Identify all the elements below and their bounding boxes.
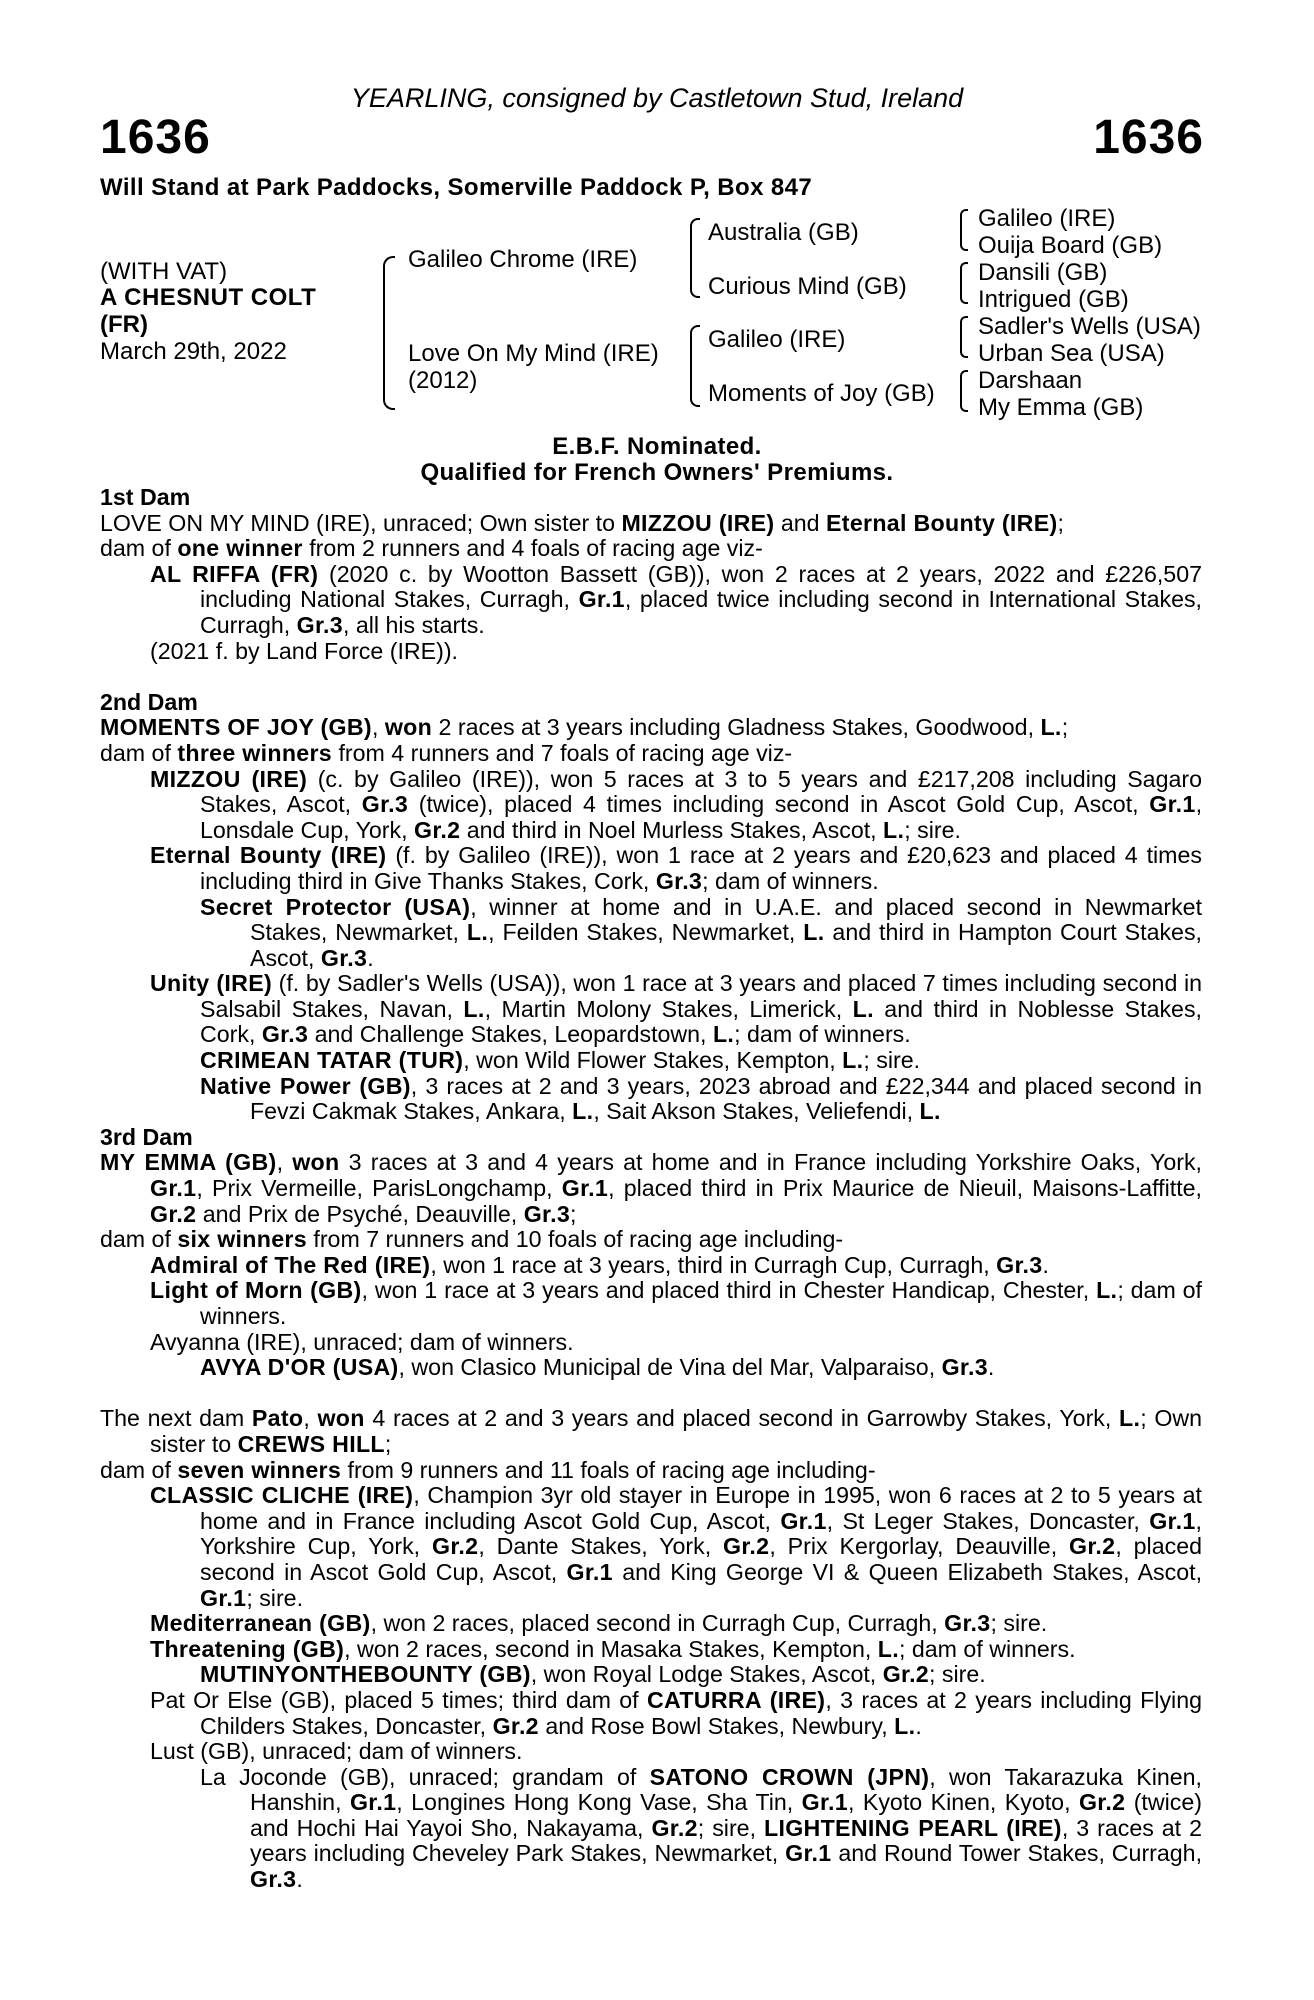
bold-run: L. xyxy=(466,919,489,946)
premiums-note: Qualified for French Owners' Premiums. xyxy=(420,459,894,486)
next-dam-produce-4 xyxy=(100,1688,1202,1739)
text-run: (2020 c. by Wootton Bassett (GB)), won 2 races at 2 years, 2022 and £226,507 including National Stakes, Curragh, xyxy=(200,560,1202,613)
text-run: The next dam xyxy=(100,1405,252,1432)
first-dam-para xyxy=(100,511,1202,537)
pedigree-ggp-3: Dansili (GB) xyxy=(978,259,1108,286)
bold-run: Gr.2 xyxy=(723,1533,770,1560)
text-run: ; dam of winners. xyxy=(734,1021,911,1048)
bold-run: MIZZOU (IRE) xyxy=(621,509,775,536)
vat-label: (WITH VAT) xyxy=(100,258,228,285)
bold-run: Mediterranean (GB) xyxy=(150,1610,371,1637)
bold-run: won xyxy=(384,714,433,741)
bold-run: L. xyxy=(803,919,825,946)
bold-run: Gr.2 xyxy=(414,816,461,843)
horse-description: A CHESNUT COLT xyxy=(100,284,317,311)
bold-run: Gr.1 xyxy=(780,1507,827,1534)
pedigree-brace-ggp2 xyxy=(960,262,968,304)
text-run: , winner at home and in U.A.E. and placed second in Newmarket Stakes, Newmarket, xyxy=(250,893,1203,946)
bold-run: MOMENTS OF JOY (GB) xyxy=(100,714,372,741)
pedigree-ggp-6: Urban Sea (USA) xyxy=(978,340,1165,367)
bold-run: Gr.3 xyxy=(250,1866,297,1893)
next-dam-produce-summary xyxy=(100,1458,1202,1484)
text-run: 4 races at 2 and 3 years and placed second in Garrowby Stakes, York, xyxy=(364,1405,1119,1432)
pedigree-ggp-8: My Emma (GB) xyxy=(978,394,1144,421)
bold-run: Gr.3 xyxy=(361,791,409,818)
bold-run: MUTINYONTHEBOUNTY (GB) xyxy=(200,1661,531,1688)
text-run: . xyxy=(915,1712,922,1739)
first-dam-heading: 1st Dam xyxy=(100,484,191,510)
bold-run: Gr.2 xyxy=(1078,1789,1126,1816)
bold-run: L. xyxy=(1040,714,1062,741)
ebf-note: E.B.F. Nominated. xyxy=(552,433,762,460)
text-run: (f. by Galileo (IRE)), won 1 race at 2 years and £20,623 and placed 4 times including third in Give Thanks Stakes, Cork, xyxy=(200,842,1202,894)
text-run: ; xyxy=(1057,509,1064,536)
text-run: from 9 runners and 11 foals of racing age including- xyxy=(341,1456,876,1483)
text-run: dam of xyxy=(100,1226,178,1253)
bold-run: won xyxy=(317,1405,365,1432)
pedigree-sire-dam: Curious Mind (GB) xyxy=(708,273,907,300)
text-run: , Feilden Stakes, Newmarket, xyxy=(488,919,804,946)
third-dam-heading: 3rd Dam xyxy=(100,1123,193,1150)
text-run: ; sire. xyxy=(929,1661,986,1688)
text-run: , placed third in Prix Maurice de Nieuil, Maisons-Laffitte, xyxy=(608,1175,1202,1202)
bold-run: Gr.2 xyxy=(1069,1533,1116,1560)
text-run: . xyxy=(296,1866,303,1893)
text-run: (c. by Galileo (IRE)), won 5 races at 3 to 5 years and £217,208 including Sagaro Stakes, Ascot, xyxy=(200,765,1202,818)
text-run: Pat Or Else (GB), placed 5 times; third dam of xyxy=(150,1686,647,1713)
bold-run: Gr.2 xyxy=(150,1200,197,1227)
bold-run: Light of Morn (GB) xyxy=(150,1277,362,1304)
text-run: and Prix de Psyché, Deauville, xyxy=(196,1200,524,1227)
bold-run: Gr.1 xyxy=(200,1584,247,1611)
text-run: ; Own sister to xyxy=(150,1405,1202,1457)
bold-run: Gr.3 xyxy=(261,1021,309,1048)
pedigree-dam-year: (2012) xyxy=(408,367,478,394)
text-run: ; dam of winners. xyxy=(200,1277,1202,1329)
text-run: , won Takarazuka Kinen, Hanshin, xyxy=(250,1763,1202,1816)
first-dam-produce-1 xyxy=(100,562,1202,639)
text-run: , Prix Kergorlay, Deauville, xyxy=(769,1533,1070,1560)
bold-run: AL RIFFA (FR) xyxy=(150,560,319,587)
bold-run: Gr.3 xyxy=(296,611,343,638)
text-run: (twice) and Hochi Hai Yayoi Sho, Nakayama, xyxy=(250,1789,1202,1841)
pedigree-brace-ggp4 xyxy=(960,370,968,412)
text-run: and xyxy=(774,509,827,536)
bold-run: Gr.2 xyxy=(492,1712,539,1739)
bold-run: Gr.2 xyxy=(882,1661,930,1688)
bold-run: Secret Protector (USA) xyxy=(200,893,471,920)
bold-run: L. xyxy=(463,995,485,1022)
text-run: , xyxy=(276,1149,293,1176)
pedigree-dam: Love On My Mind (IRE) xyxy=(408,340,659,367)
text-run: , Sait Akson Stakes, Veliefendi, xyxy=(593,1098,920,1125)
second-dam-grandproduce-1 xyxy=(100,895,1202,972)
first-dam-produce-summary xyxy=(100,536,1202,562)
bold-run: Threatening (GB) xyxy=(150,1635,345,1662)
lot-number-left: 1636 xyxy=(100,111,211,164)
third-dam-produce-1 xyxy=(100,1253,1202,1279)
text-run: ; dam of winners. xyxy=(898,1635,1076,1662)
first-dam-produce-2: (2021 f. by Land Force (IRE)). xyxy=(150,637,459,664)
bold-run: Unity (IRE) xyxy=(150,970,272,997)
next-dam-grandproduce-2 xyxy=(100,1765,1202,1893)
bold-run: CLASSIC CLICHE (IRE) xyxy=(150,1482,414,1509)
third-dam-grandproduce-1 xyxy=(100,1355,1202,1381)
bold-run: won xyxy=(292,1149,340,1176)
pedigree-ggp-1: Galileo (IRE) xyxy=(978,205,1116,232)
text-run: , won Royal Lodge Stakes, Ascot, xyxy=(530,1661,883,1688)
pedigree-brace-sire xyxy=(690,218,700,298)
bold-run: Gr.1 xyxy=(1149,791,1196,818)
text-run: ; sire, xyxy=(697,1814,764,1841)
text-run: , won 2 races, placed second in Curragh Cup, Curragh, xyxy=(370,1610,945,1637)
horse-description-country: (FR) xyxy=(100,311,148,338)
next-dam-grandproduce-1 xyxy=(100,1662,1202,1688)
text-run: and Round Tower Stakes, Curragh, xyxy=(831,1840,1203,1867)
pedigree-sire: Galileo Chrome (IRE) xyxy=(408,246,638,273)
bold-run: SATONO CROWN (JPN) xyxy=(649,1763,930,1790)
text-run: , Lonsdale Cup, York, xyxy=(200,791,1203,843)
text-run: from 4 runners and 7 foals of racing age viz- xyxy=(332,739,793,766)
text-run: 3 races at 3 and 4 years at home and in France including Yorkshire Oaks, York, xyxy=(339,1149,1202,1176)
second-dam-grandproduce-2 xyxy=(100,1048,1202,1074)
bold-run: L. xyxy=(919,1098,941,1125)
bold-run: Gr.1 xyxy=(566,1558,613,1585)
second-dam-produce-1 xyxy=(100,767,1202,844)
text-run: and third in Noel Murless Stakes, Ascot, xyxy=(460,816,884,843)
text-run: and Challenge Stakes, Leopardstown, xyxy=(308,1021,713,1048)
bold-run: Admiral of The Red (IRE) xyxy=(150,1251,431,1278)
text-run: ; sire. xyxy=(990,1610,1048,1637)
pedigree-brace-main xyxy=(383,256,395,410)
text-run: . xyxy=(987,1354,995,1381)
bold-run: L. xyxy=(852,995,874,1022)
second-dam-para xyxy=(100,715,1202,741)
bold-run: Gr.3 xyxy=(655,867,703,894)
text-run: , Dante Stakes, York, xyxy=(478,1533,724,1560)
third-dam-para xyxy=(100,1150,1202,1227)
pedigree-dam-dam: Moments of Joy (GB) xyxy=(708,380,935,407)
text-run: dam of xyxy=(100,535,178,562)
text-run: , won 2 races, second in Masaka Stakes, Kempton, xyxy=(344,1635,878,1662)
bold-run: three winners xyxy=(177,739,333,766)
bold-run: MIZZOU (IRE) xyxy=(150,765,308,792)
text-run: , St Leger Stakes, Doncaster, xyxy=(826,1507,1150,1534)
bold-run: L. xyxy=(1119,1405,1141,1432)
second-dam-grandproduce-3 xyxy=(100,1074,1202,1125)
text-run: . xyxy=(1042,1251,1049,1278)
bold-run: six winners xyxy=(177,1226,307,1253)
text-run: (twice), placed 4 times including second in Ascot Gold Cup, Ascot, xyxy=(408,791,1150,818)
dam-produce-record xyxy=(100,485,1202,1893)
text-run: . xyxy=(367,944,374,971)
bold-run: L. xyxy=(712,1021,735,1048)
bold-run: Gr.3 xyxy=(523,1200,571,1227)
second-dam-produce-3 xyxy=(100,971,1202,1048)
text-run: , all his starts. xyxy=(342,611,485,638)
text-run: , Martin Molony Stakes, Limerick, xyxy=(484,995,853,1022)
pedigree-dam-sire: Galileo (IRE) xyxy=(708,326,846,353)
text-run: , xyxy=(371,714,385,741)
pedigree-ggp-2: Ouija Board (GB) xyxy=(978,232,1163,259)
next-dam-produce-3 xyxy=(100,1637,1202,1663)
text-run: and Rose Bowl Stakes, Newbury, xyxy=(538,1712,895,1739)
next-dam-produce-1 xyxy=(100,1483,1202,1611)
text-run: , won Clasico Municipal de Vina del Mar, Valparaiso, xyxy=(398,1354,942,1381)
pedigree-ggp-4: Intrigued (GB) xyxy=(978,286,1129,313)
bold-run: L. xyxy=(894,1712,916,1739)
text-run: , 3 races at 2 years including Cheveley Park Stakes, Newmarket, xyxy=(250,1814,1202,1867)
bold-run: Gr.1 xyxy=(349,1789,397,1816)
text-run: ; xyxy=(1061,714,1069,741)
text-run: ; dam of winners. xyxy=(702,867,879,894)
bold-run: L. xyxy=(877,1635,899,1662)
text-run: , placed second in Ascot Gold Cup, Ascot, xyxy=(200,1533,1202,1585)
bold-run: one winner xyxy=(177,535,303,562)
bold-run: Gr.1 xyxy=(561,1175,609,1202)
bold-run: L. xyxy=(572,1098,594,1125)
text-run: dam of xyxy=(100,739,178,766)
bold-run: L. xyxy=(883,816,905,843)
bold-run: AVYA D'OR (USA) xyxy=(200,1354,399,1381)
third-dam-produce-2 xyxy=(100,1278,1202,1329)
text-run: , 3 races at 2 and 3 years, 2023 abroad and £22,344 and placed second in Fevzi Cakmak Stakes, Ankara, xyxy=(250,1072,1203,1125)
text-run: from 7 runners and 10 foals of racing age including- xyxy=(306,1226,844,1253)
pedigree-brace-ggp3 xyxy=(960,316,968,358)
bold-run: Gr.3 xyxy=(941,1354,988,1381)
text-run: ; sire. xyxy=(863,1047,921,1074)
second-dam-produce-2 xyxy=(100,843,1202,894)
text-run: from 2 runners and 4 foals of racing age viz- xyxy=(302,535,763,562)
bold-run: MY EMMA (GB) xyxy=(100,1149,277,1176)
bold-run: Gr.2 xyxy=(651,1814,698,1841)
stand-line: Will Stand at Park Paddocks, Somerville Paddock P, Box 847 xyxy=(100,174,813,201)
text-run: , Yorkshire Cup, York, xyxy=(200,1507,1202,1560)
sale-line: YEARLING, consigned by Castletown Stud, Ireland xyxy=(350,83,964,113)
text-run: and third in Noblesse Stakes, Cork, xyxy=(200,995,1202,1048)
bold-run: L. xyxy=(842,1047,864,1074)
text-run: dam of xyxy=(100,1456,178,1483)
bold-run: CATURRA (IRE) xyxy=(646,1686,826,1713)
next-dam-produce-5: Lust (GB), unraced; dam of winners. xyxy=(150,1738,523,1765)
text-run: , won 1 race at 3 years, third in Curragh Cup, Curragh, xyxy=(430,1251,997,1278)
bold-run: CRIMEAN TATAR (TUR) xyxy=(200,1047,464,1074)
text-run: 2 races at 3 years including Gladness Stakes, Goodwood, xyxy=(432,714,1041,741)
bold-run: L. xyxy=(1096,1277,1118,1304)
text-run: , 3 races at 2 years including Flying Childers Stakes, Doncaster, xyxy=(200,1686,1202,1739)
second-dam-produce-summary xyxy=(100,741,1202,767)
bold-run: LIGHTENING PEARL (IRE) xyxy=(764,1814,1062,1841)
text-run: La Joconde (GB), unraced; grandam of xyxy=(200,1763,650,1790)
text-run: ; xyxy=(384,1430,392,1457)
foaling-date: March 29th, 2022 xyxy=(100,338,287,365)
pedigree-sire-sire: Australia (GB) xyxy=(708,219,859,246)
bold-run: Gr.1 xyxy=(785,1840,832,1867)
bold-run: Native Power (GB) xyxy=(200,1072,411,1099)
second-dam-heading: 2nd Dam xyxy=(100,688,198,715)
text-run: and third in Hampton Court Stakes, Ascot, xyxy=(250,919,1202,971)
third-dam-produce-3: Avyanna (IRE), unraced; dam of winners. xyxy=(150,1328,574,1355)
text-run: ; sire. xyxy=(246,1584,304,1611)
bold-run: Gr.3 xyxy=(320,944,368,971)
text-run: , placed twice including second in International Stakes, Curragh, xyxy=(200,586,1202,638)
bold-run: Pato xyxy=(251,1405,304,1432)
pedigree-ggp-5: Sadler's Wells (USA) xyxy=(978,313,1201,340)
bold-run: CREWS HILL xyxy=(237,1430,385,1457)
text-run: and King George VI & Queen Elizabeth Stakes, Ascot, xyxy=(612,1558,1203,1585)
text-run: , Kyoto Kinen, Kyoto, xyxy=(848,1789,1079,1816)
pedigree-brace-dam xyxy=(690,325,700,407)
bold-run: Eternal Bounty (IRE) xyxy=(150,842,387,869)
bold-run: Gr.1 xyxy=(150,1175,197,1202)
bold-run: seven winners xyxy=(177,1456,342,1483)
text-run: , Prix Vermeille, ParisLongchamp, xyxy=(196,1175,562,1202)
next-dam-para xyxy=(100,1406,1202,1457)
text-run: LOVE ON MY MIND (IRE), unraced; Own sister to xyxy=(100,509,622,536)
text-run: , Champion 3yr old stayer in Europe in 1995, won 6 races at 2 to 5 years at home and in France including Ascot Gold Cup, Ascot, xyxy=(200,1482,1203,1534)
bold-run: Gr.1 xyxy=(801,1789,848,1816)
bold-run: Gr.1 xyxy=(578,586,625,613)
text-run: , won Wild Flower Stakes, Kempton, xyxy=(463,1047,843,1074)
lot-number-right: 1636 xyxy=(1093,111,1204,164)
bold-run: Eternal Bounty (IRE) xyxy=(826,509,1058,536)
bold-run: Gr.3 xyxy=(996,1251,1043,1278)
bold-run: Gr.2 xyxy=(431,1533,479,1560)
text-run: (f. by Sadler's Wells (USA)), won 1 race at 3 years and placed 7 times including second in Salsabil Stakes, Navan, xyxy=(200,970,1203,1022)
bold-run: Gr.3 xyxy=(944,1610,991,1637)
text-run: , xyxy=(303,1405,318,1432)
pedigree-ggp-7: Darshaan xyxy=(978,367,1083,394)
third-dam-produce-summary xyxy=(100,1227,1202,1253)
text-run: , won 1 race at 3 years and placed third in Chester Handicap, Chester, xyxy=(361,1277,1097,1304)
text-run: , Longines Hong Kong Vase, Sha Tin, xyxy=(396,1789,802,1816)
text-run: ; xyxy=(570,1200,577,1227)
next-dam-produce-2 xyxy=(100,1611,1202,1637)
pedigree-brace-ggp1 xyxy=(960,209,968,251)
bold-run: Gr.1 xyxy=(1149,1507,1196,1534)
text-run: ; sire. xyxy=(904,816,961,843)
